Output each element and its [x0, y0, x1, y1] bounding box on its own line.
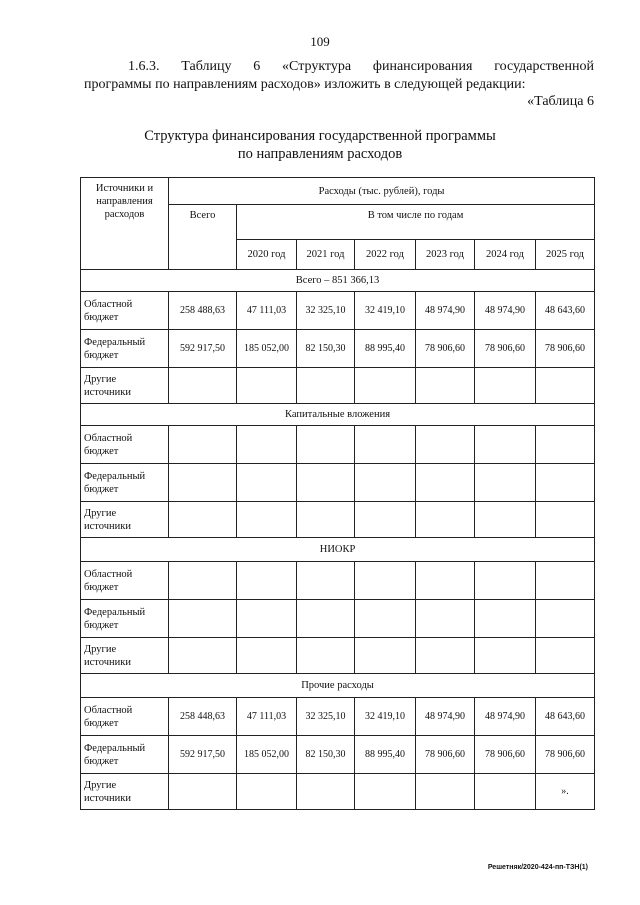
table-row — [81, 502, 595, 538]
table-row — [81, 330, 595, 368]
row-label: Федеральный бюджет — [81, 330, 169, 368]
value-cell — [169, 464, 237, 502]
value-cell — [169, 368, 237, 404]
value-cell: 82 150,30 — [297, 330, 355, 368]
value-cell — [416, 502, 475, 538]
value-cell — [475, 426, 536, 464]
value-cell — [355, 562, 416, 600]
value-cell — [355, 426, 416, 464]
value-cell — [475, 368, 536, 404]
value-cell — [169, 426, 237, 464]
value-cell: ». — [536, 774, 595, 810]
value-cell: 32 419,10 — [355, 292, 416, 330]
value-cell — [475, 562, 536, 600]
value-cell — [237, 368, 297, 404]
value-cell — [536, 368, 595, 404]
value-cell: 592 917,50 — [169, 330, 237, 368]
value-cell — [169, 600, 237, 638]
table-reference: «Таблица 6 — [527, 94, 594, 109]
value-cell — [297, 638, 355, 674]
header-year: 2020 год — [237, 240, 297, 270]
value-cell — [416, 638, 475, 674]
value-cell: 78 906,60 — [536, 330, 595, 368]
value-cell: 78 906,60 — [475, 736, 536, 774]
value-cell — [475, 638, 536, 674]
value-cell: 32 325,10 — [297, 698, 355, 736]
value-cell: 32 419,10 — [355, 698, 416, 736]
value-cell — [297, 562, 355, 600]
row-label: Областной бюджет — [81, 426, 169, 464]
page-number: 109 — [310, 34, 330, 49]
document-footer: Решетняк/2020-424-пп-ТЗН(1) — [487, 864, 588, 871]
header-year: 2021 год — [297, 240, 355, 270]
value-cell — [355, 638, 416, 674]
header-year: 2022 год — [355, 240, 416, 270]
table-title-line-2: по направлениям расходов — [237, 146, 403, 162]
value-cell — [536, 638, 595, 674]
value-cell — [536, 600, 595, 638]
value-cell: 592 917,50 — [169, 736, 237, 774]
header-year: 2023 год — [416, 240, 475, 270]
value-cell: 185 052,00 — [237, 330, 297, 368]
value-cell — [475, 600, 536, 638]
value-cell — [169, 562, 237, 600]
value-cell — [475, 464, 536, 502]
value-cell — [416, 368, 475, 404]
value-cell — [297, 502, 355, 538]
header-year: 2025 год — [536, 240, 595, 270]
value-cell: 48 974,90 — [416, 698, 475, 736]
value-cell — [237, 502, 297, 538]
value-cell: 48 974,90 — [475, 698, 536, 736]
value-cell — [169, 774, 237, 810]
value-cell — [237, 600, 297, 638]
table-title — [0, 127, 640, 163]
value-cell — [237, 638, 297, 674]
value-cell: 78 906,60 — [475, 330, 536, 368]
value-cell: 47 111,03 — [237, 698, 297, 736]
table-row — [81, 464, 595, 502]
section-title: Капитальные вложения — [81, 404, 595, 426]
table-row — [81, 368, 595, 404]
table-row — [81, 638, 595, 674]
row-label: Федеральный бюджет — [81, 736, 169, 774]
table-title-line-1: Структура финансирования государственной программы — [144, 128, 496, 144]
value-cell — [475, 502, 536, 538]
table-row — [81, 292, 595, 330]
table-row — [81, 698, 595, 736]
table-row — [81, 600, 595, 638]
row-label: Областной бюджет — [81, 562, 169, 600]
value-cell — [536, 502, 595, 538]
value-cell — [416, 774, 475, 810]
value-cell — [536, 426, 595, 464]
table-row — [81, 774, 595, 810]
value-cell — [416, 464, 475, 502]
value-cell — [237, 774, 297, 810]
value-cell: 185 052,00 — [237, 736, 297, 774]
header-year: 2024 год — [475, 240, 536, 270]
row-label: Федеральный бюджет — [81, 464, 169, 502]
value-cell — [297, 774, 355, 810]
section-title: Прочие расходы — [81, 674, 595, 698]
row-label: Другие источники — [81, 368, 169, 404]
value-cell — [237, 464, 297, 502]
value-cell: 32 325,10 — [297, 292, 355, 330]
value-cell: 48 643,60 — [536, 698, 595, 736]
value-cell — [297, 368, 355, 404]
value-cell: 47 111,03 — [237, 292, 297, 330]
value-cell — [169, 502, 237, 538]
value-cell: 48 643,60 — [536, 292, 595, 330]
table-row — [81, 562, 595, 600]
row-label: Областной бюджет — [81, 292, 169, 330]
value-cell — [355, 368, 416, 404]
value-cell: 78 906,60 — [416, 736, 475, 774]
header-by-years: В том числе по годам — [237, 205, 595, 240]
value-cell: 78 906,60 — [536, 736, 595, 774]
value-cell — [416, 426, 475, 464]
row-label: Другие источники — [81, 638, 169, 674]
financing-table — [80, 177, 595, 810]
section-title: Всего – 851 366,13 — [81, 270, 595, 292]
value-cell — [355, 502, 416, 538]
header-sources: Источники и направления расходов — [81, 178, 169, 270]
value-cell: 48 974,90 — [475, 292, 536, 330]
value-cell: 82 150,30 — [297, 736, 355, 774]
value-cell: 48 974,90 — [416, 292, 475, 330]
value-cell — [169, 638, 237, 674]
value-cell — [536, 464, 595, 502]
value-cell: 88 995,40 — [355, 736, 416, 774]
table-row — [81, 736, 595, 774]
value-cell — [416, 600, 475, 638]
value-cell — [237, 426, 297, 464]
row-label: Другие источники — [81, 774, 169, 810]
value-cell — [416, 562, 475, 600]
value-cell — [297, 464, 355, 502]
value-cell: 78 906,60 — [416, 330, 475, 368]
paragraph-line-2: программы по направлениям расходов» изложить в следующей редакции: — [84, 77, 526, 92]
value-cell — [297, 600, 355, 638]
header-expenses: Расходы (тыс. рублей), годы — [169, 178, 595, 205]
row-label: Другие источники — [81, 502, 169, 538]
row-label: Федеральный бюджет — [81, 600, 169, 638]
row-label: Областной бюджет — [81, 698, 169, 736]
table-row — [81, 426, 595, 464]
value-cell — [355, 774, 416, 810]
value-cell: 88 995,40 — [355, 330, 416, 368]
value-cell — [475, 774, 536, 810]
value-cell — [297, 426, 355, 464]
section-title: НИОКР — [81, 538, 595, 562]
header-total: Всего — [169, 205, 237, 270]
value-cell: 258 448,63 — [169, 698, 237, 736]
value-cell — [237, 562, 297, 600]
value-cell: 258 488,63 — [169, 292, 237, 330]
value-cell — [355, 464, 416, 502]
value-cell — [355, 600, 416, 638]
value-cell — [536, 562, 595, 600]
paragraph-line-1: 1.6.3. Таблицу 6 «Структура финансирования государственной — [128, 59, 594, 74]
